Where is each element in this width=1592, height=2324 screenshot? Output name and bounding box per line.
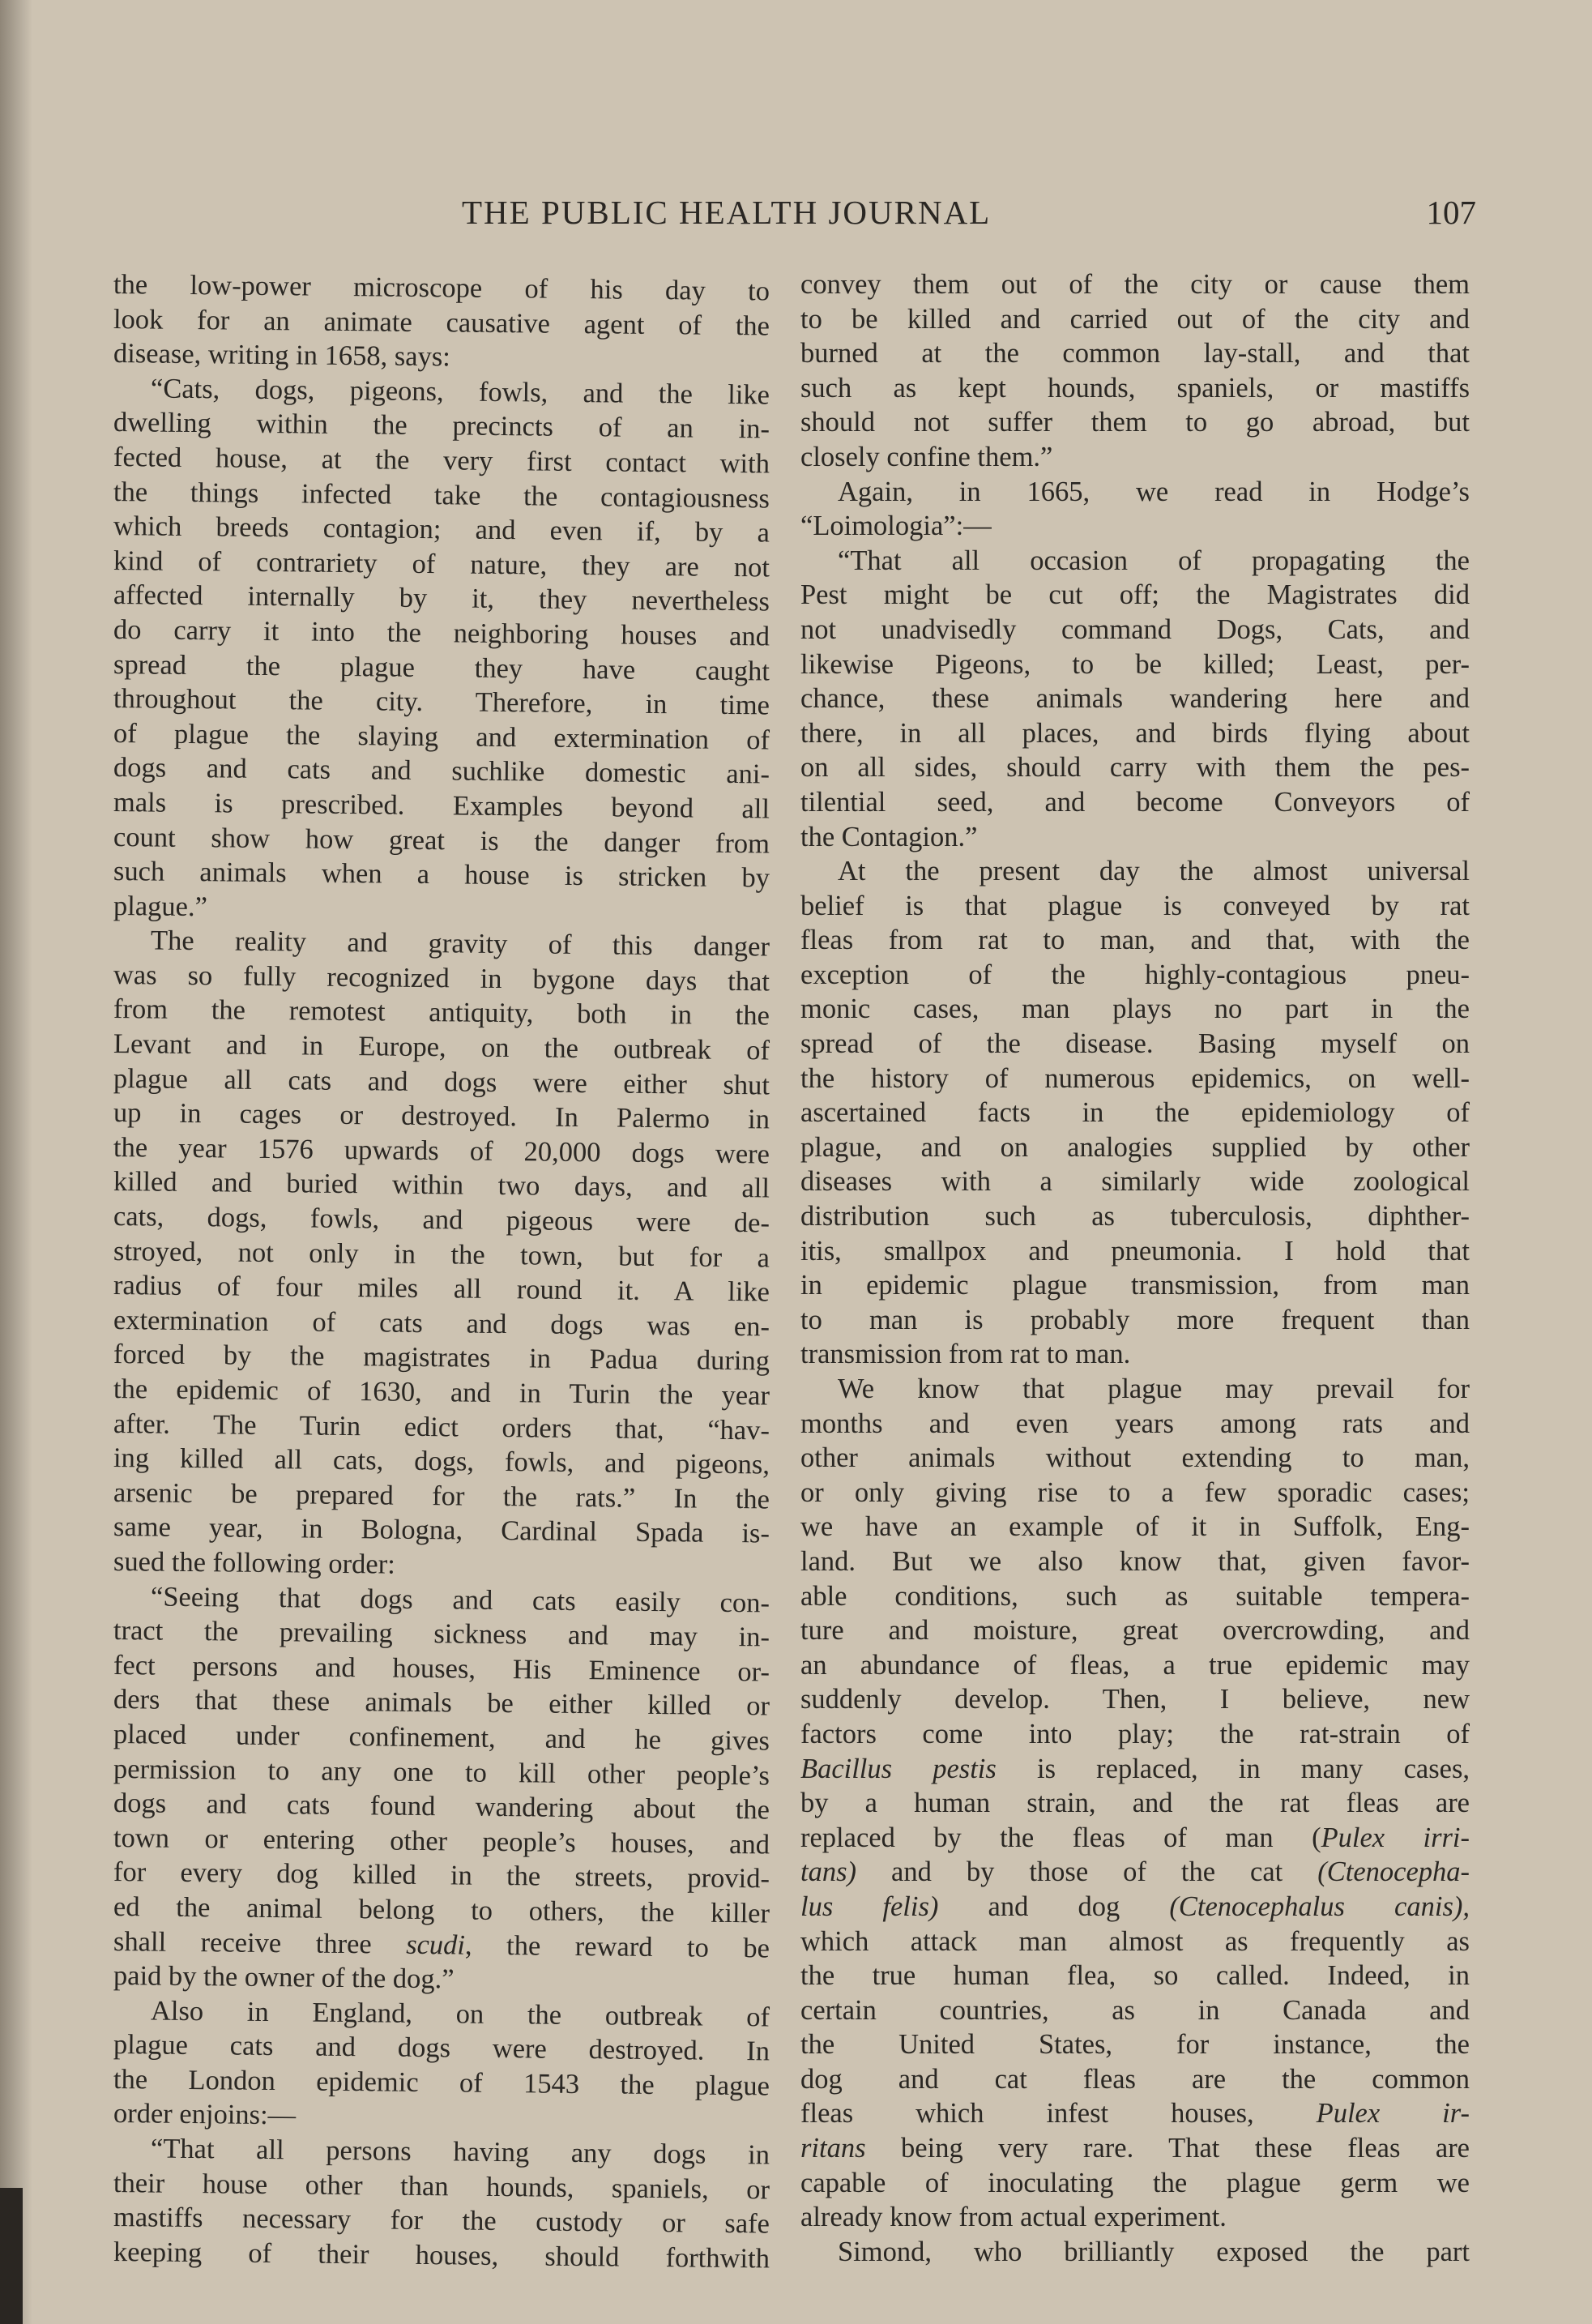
- text-line: distribution such as tuberculosis, diphther-: [800, 1201, 1470, 1232]
- text-line: “Loimologia”:—: [800, 511, 992, 542]
- text-line: to man is probably more frequent than: [800, 1304, 1470, 1335]
- text-line: should not suffer them to go abroad, but: [800, 407, 1470, 438]
- text-line: which attack man almost as frequently as: [800, 1925, 1470, 1957]
- text-line: the things infected take the contagiousness: [113, 476, 770, 515]
- text-line: replaced by the fleas of man (Pulex irri-: [800, 1822, 1470, 1853]
- text-line: dogs and cats found wandering about the: [113, 1788, 770, 1826]
- text-line: Also in England, on the outbreak of: [150, 1995, 770, 2033]
- text-line: mastiffs necessary for the custody or safe: [113, 2202, 770, 2240]
- text-line: spread of the disease. Basing myself on: [800, 1028, 1470, 1060]
- text-line: chance, these animals wandering here and: [800, 683, 1470, 715]
- text-line: paid by the owner of the dog.”: [113, 1960, 455, 1995]
- text-line: tans) and by those of the cat (Ctenocepha-: [800, 1856, 1470, 1888]
- text-line: lus felis) and dog (Ctenocephalus canis),: [800, 1890, 1470, 1922]
- text-line: on all sides, should carry with them the pes-: [800, 752, 1470, 784]
- running-title: THE PUBLIC HEALTH JOURNAL: [462, 194, 992, 231]
- text-line: dog and cat fleas are the common: [800, 2063, 1470, 2095]
- text-line: plague cats and dogs were destroyed. In: [113, 2029, 770, 2067]
- text-line: itis, smallpox and pneumonia. I hold that: [800, 1235, 1470, 1267]
- text-line: the London epidemic of 1543 the plague: [113, 2063, 770, 2102]
- text-line: radius of four miles all round it. A like: [113, 1270, 770, 1308]
- text-line: killed and buried within two days, and all: [113, 1166, 770, 1204]
- text-line: the epidemic of 1630, and in Turin the year: [113, 1373, 770, 1412]
- text-line: tract the prevailing sickness and may in-: [113, 1615, 770, 1653]
- text-line: do carry it into the neighboring houses and: [113, 613, 770, 652]
- text-line: ritans being very rare. That these fleas are: [800, 2133, 1470, 2164]
- text-line: fleas from rat to man, and that, with the: [800, 925, 1470, 956]
- text-line: after. The Turin edict orders that, “hav-: [113, 1408, 770, 1446]
- text-line: plague all cats and dogs were either shut: [113, 1062, 770, 1101]
- text-line: affected internally by it, they nevertheless: [113, 579, 770, 617]
- text-line: burned at the common lay-stall, and that: [800, 338, 1470, 370]
- text-line: cats, dogs, fowls, and pigeous were de-: [113, 1201, 770, 1239]
- text-line: Again, in 1665, we read in Hodge’s: [838, 476, 1470, 507]
- text-line: land. But we also know that, given favor-: [800, 1545, 1470, 1577]
- text-line: in epidemic plague transmission, from man: [800, 1270, 1470, 1301]
- text-line: transmission from rat to man.: [800, 1339, 1131, 1370]
- text-line: ders that these animals be either killed or: [113, 1684, 770, 1722]
- text-line: plague.”: [113, 890, 208, 922]
- text-line: belief is that plague is conveyed by rat: [800, 890, 1470, 921]
- text-line: was so fully recognized in bygone days that: [113, 959, 770, 998]
- text-line: we have an example of it in Suffolk, Eng-: [800, 1511, 1470, 1543]
- text-line: or only giving rise to a few sporadic cases;: [800, 1476, 1470, 1508]
- text-line: the Contagion.”: [800, 821, 978, 852]
- text-line: such as kept hounds, spaniels, or mastiffs: [800, 372, 1470, 404]
- text-line: “Seeing that dogs and cats easily con-: [150, 1581, 770, 1619]
- text-line: such animals when a house is stricken by: [113, 856, 770, 894]
- text-line: diseases with a similarly wide zoological: [800, 1166, 1470, 1198]
- text-line: Levant and in Europe, on the outbreak of: [113, 1028, 770, 1066]
- text-line: the low-power microscope of his day to: [113, 269, 770, 307]
- text-line: suddenly develop. Then, I believe, new: [800, 1684, 1470, 1715]
- text-line: the true human flea, so called. Indeed, in: [800, 1960, 1470, 1992]
- text-line: exception of the highly-contagious pneu-: [800, 959, 1470, 990]
- text-line: kind of contrariety of nature, they are not: [113, 545, 770, 583]
- page-header: [454, 193, 1476, 250]
- text-line: spread the plague they have caught: [113, 648, 770, 687]
- text-line: to be killed and carried out of the city and: [800, 303, 1470, 335]
- text-line: the history of numerous epidemics, on well-: [800, 1062, 1470, 1094]
- left-text-column: [113, 267, 770, 2275]
- text-line: At the present day the almost universal: [838, 856, 1470, 887]
- text-line: permission to any one to kill other people’s: [113, 1753, 770, 1792]
- text-line: shall receive three scudi, the reward to be: [113, 1925, 770, 1963]
- text-line: order enjoins:—: [113, 2098, 297, 2131]
- text-line: fect persons and houses, His Eminence or-: [113, 1649, 770, 1688]
- text-line: closely confine them.”: [800, 441, 1053, 472]
- text-line: tilential seed, and become Conveyors of: [800, 786, 1470, 818]
- text-line: count show how great is the danger from: [113, 821, 770, 859]
- text-line: there, in all places, and birds flying about: [800, 717, 1470, 749]
- text-line: ture and moisture, great overcrowding, and: [800, 1615, 1470, 1647]
- text-line: already know from actual experiment.: [800, 2202, 1227, 2233]
- text-line: town or entering other people’s houses, and: [113, 1822, 770, 1860]
- text-line: placed under confinement, and he gives: [113, 1718, 770, 1757]
- text-line: fleas which infest houses, Pulex ir-: [800, 2098, 1470, 2130]
- text-line: same year, in Bologna, Cardinal Spada is-: [113, 1511, 770, 1549]
- text-line: dogs and cats and suchlike domestic ani-: [113, 752, 770, 790]
- text-line: convey them out of the city or cause them: [800, 269, 1470, 300]
- text-line: by a human strain, and the rat fleas are: [800, 1788, 1470, 1819]
- page-number: 107: [1426, 194, 1476, 231]
- right-text-column: [800, 267, 1470, 2269]
- text-line: fected house, at the very first contact with: [113, 441, 770, 480]
- text-line: ing killed all cats, dogs, fowls, and pigeons,: [113, 1442, 770, 1480]
- text-line: from the remotest antiquity, both in the: [113, 993, 770, 1032]
- text-line: plague, and on analogies supplied by other: [800, 1131, 1470, 1163]
- text-line: sued the following order:: [113, 1545, 395, 1580]
- text-line: “Cats, dogs, pigeons, fowls, and the like: [150, 373, 770, 411]
- book-spine-shadow: [0, 0, 32, 2324]
- text-line: Simond, who brilliantly exposed the part: [838, 2236, 1470, 2267]
- text-line: “That all persons having any dogs in: [150, 2133, 770, 2171]
- text-line: capable of inoculating the plague germ we: [800, 2167, 1470, 2198]
- text-line: throughout the city. Therefore, in time: [113, 683, 770, 721]
- text-line: forced by the magistrates in Padua during: [113, 1339, 770, 1377]
- text-line: certain countries, as in Canada and: [800, 1994, 1470, 2026]
- text-line: Bacillus pestis is replaced, in many cases,: [800, 1753, 1470, 1784]
- text-line: mals is prescribed. Examples beyond all: [113, 786, 770, 825]
- text-line: ascertained facts in the epidemiology of: [800, 1097, 1470, 1129]
- text-line: months and even years among rats and: [800, 1408, 1470, 1439]
- text-line: of plague the slaying and extermination of: [113, 717, 770, 756]
- text-line: stroyed, not only in the town, but for a: [113, 1235, 770, 1274]
- text-line: look for an animate causative agent of the: [113, 303, 770, 342]
- text-line: likewise Pigeons, to be killed; Least, per-: [800, 648, 1470, 680]
- text-line: other animals without extending to man,: [800, 1442, 1470, 1474]
- text-line: ed the animal belong to others, the killer: [113, 1890, 770, 1929]
- text-line: for every dog killed in the streets, provid-: [113, 1856, 770, 1895]
- text-line: an abundance of fleas, a true epidemic may: [800, 1649, 1470, 1681]
- book-binding-edge: [0, 2188, 23, 2324]
- text-line: up in cages or destroyed. In Palermo in: [113, 1097, 770, 1135]
- text-line: arsenic be prepared for the rats.” In the: [113, 1476, 770, 1515]
- text-line: their house other than hounds, spaniels, or: [113, 2167, 770, 2206]
- text-line: disease, writing in 1658, says:: [113, 338, 451, 373]
- text-line: which breeds contagion; and even if, by a: [113, 511, 770, 549]
- text-line: able conditions, such as suitable tempera-: [800, 1580, 1470, 1612]
- text-line: “That all occasion of propagating the: [838, 545, 1470, 576]
- text-line: extermination of cats and dogs was en-: [113, 1304, 770, 1343]
- text-line: the year 1576 upwards of 20,000 dogs were: [113, 1131, 770, 1170]
- text-line: dwelling within the precincts of an in-: [113, 407, 770, 445]
- text-line: keeping of their houses, should forthwith: [113, 2236, 770, 2275]
- text-line: The reality and gravity of this danger: [150, 925, 770, 963]
- text-line: the United States, for instance, the: [800, 2029, 1470, 2061]
- text-line: Pest might be cut off; the Magistrates did: [800, 579, 1470, 611]
- text-line: monic cases, man plays no part in the: [800, 993, 1470, 1025]
- text-line: not unadvisedly command Dogs, Cats, and: [800, 613, 1470, 645]
- text-line: factors come into play; the rat-strain of: [800, 1718, 1470, 1749]
- text-line: We know that plague may prevail for: [838, 1373, 1470, 1404]
